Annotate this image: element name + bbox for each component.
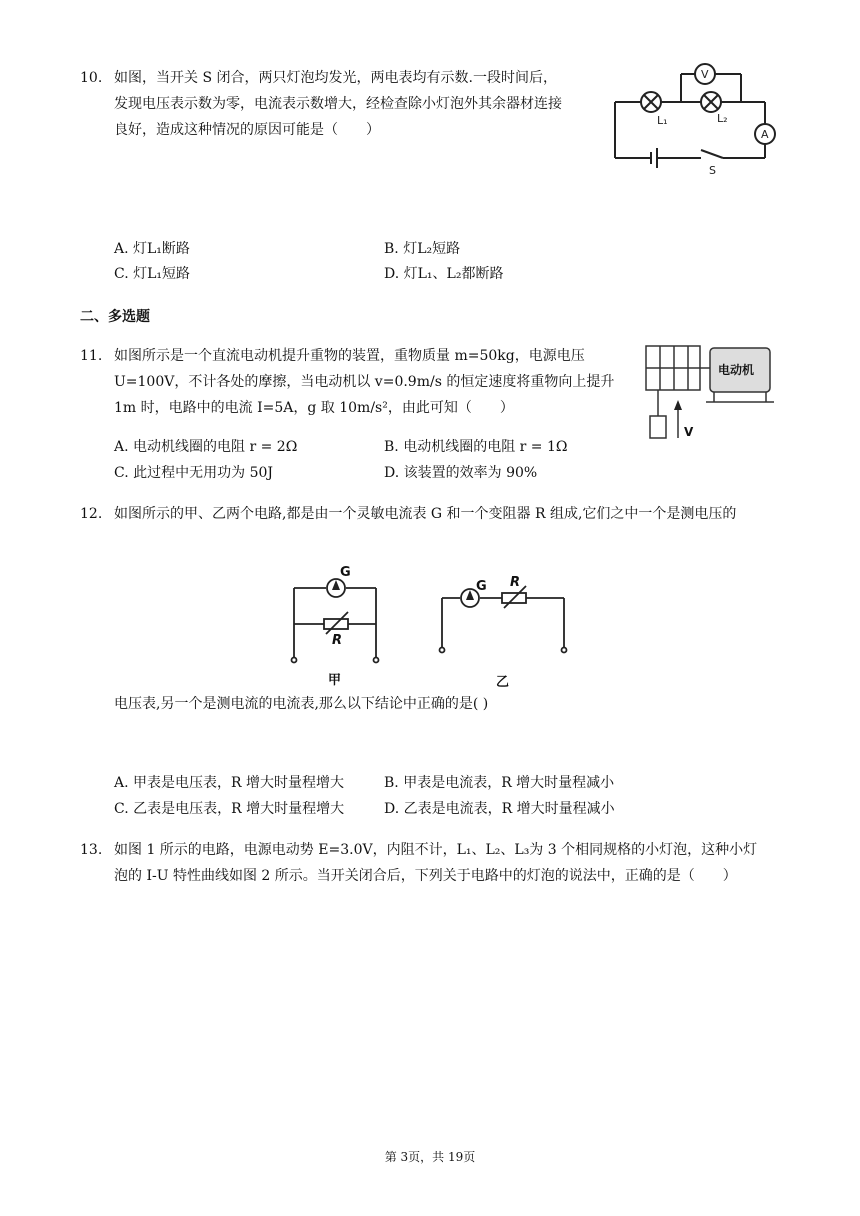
ammeter-label: A [761,128,769,141]
option-a: A. 灯L₁断路 [114,241,190,257]
section-title: 二、多选题 [80,309,150,325]
option-b: B. 灯L₂短路 [384,241,461,257]
circuit-figure-q10 [605,62,785,178]
question-number: 12. [80,506,103,522]
question-text-line: 如图，当开关 S 闭合，两只灯泡均发光，两电表均有示数.一段时间后， [114,70,557,86]
option-b: B. 电动机线圈的电阻 r = 1Ω [384,439,568,455]
resistor-label: R [332,633,343,648]
galvanometer-label: G [340,565,351,580]
question-text-line: 发现电压表示数为零，电流表示数增大，经检查除小灯泡外其余器材连接 [114,96,562,112]
galvanometer-label: G [476,579,487,594]
question-text-line: 电压表,另一个是测电流的电流表,那么以下结论中正确的是( ) [114,696,489,712]
figure-caption-yi: 乙 [496,675,510,690]
motor-figure-q11 [640,340,780,446]
meter-circuit-figure-q12 [280,560,580,690]
option-c: C. 灯L₁短路 [114,266,191,282]
switch-label: S [709,164,716,177]
option-c: C. 乙表是电压表，R 增大时量程增大 [114,801,345,817]
option-d: D. 乙表是电流表，R 增大时量程减小 [384,801,615,817]
voltmeter-label: V [701,68,709,81]
question-text-line: U=100V，不计各处的摩擦，当电动机以 v=0.9m/s 的恒定速度将重物向上提升 [114,374,615,390]
option-d: D. 灯L₁、L₂都断路 [384,266,504,282]
question-text-line: 泡的 I-U 特性曲线如图 2 所示。当开关闭合后，下列关于电路中的灯泡的说法中，正确的是（ ） [114,868,737,884]
question-text-line: 良好，造成这种情况的原因可能是（ ） [114,122,380,138]
option-a: A. 电动机线圈的电阻 r = 2Ω [114,439,298,455]
figure-caption-jia: 甲 [328,673,342,688]
question-number: 10. [80,70,103,86]
question-number: 11. [80,348,103,364]
page-footer: 第 3页，共 19页 [384,1150,476,1164]
lamp-label-l2: L₂ [717,112,728,125]
motor-label: 电动机 [718,363,755,377]
option-d: D. 该装置的效率为 90% [384,465,538,481]
velocity-label: V [684,425,694,439]
option-b: B. 甲表是电流表，R 增大时量程减小 [384,775,615,791]
question-text-line: 如图 1 所示的电路，电源电动势 E=3.0V，内阻不计，L₁、L₂、L₃为 3 个相同规格的小灯泡，这种小灯 [114,842,758,858]
question-text-line: 如图所示是一个直流电动机提升重物的装置，重物质量 m=50kg，电源电压 [114,348,585,364]
option-a: A. 甲表是电压表，R 增大时量程增大 [114,775,345,791]
question-text-line: 如图所示的甲、乙两个电路,都是由一个灵敏电流表 G 和一个变阻器 R 组成,它们之中一个是测电压的 [114,506,737,522]
lamp-label-l1: L₁ [657,114,668,127]
resistor-label: R [510,575,521,590]
option-c: C. 此过程中无用功为 50J [114,465,273,481]
question-number: 13. [80,842,103,858]
question-text-line: 1m 时，电路中的电流 I=5A，g 取 10m/s²，由此可知（ ） [114,400,514,416]
